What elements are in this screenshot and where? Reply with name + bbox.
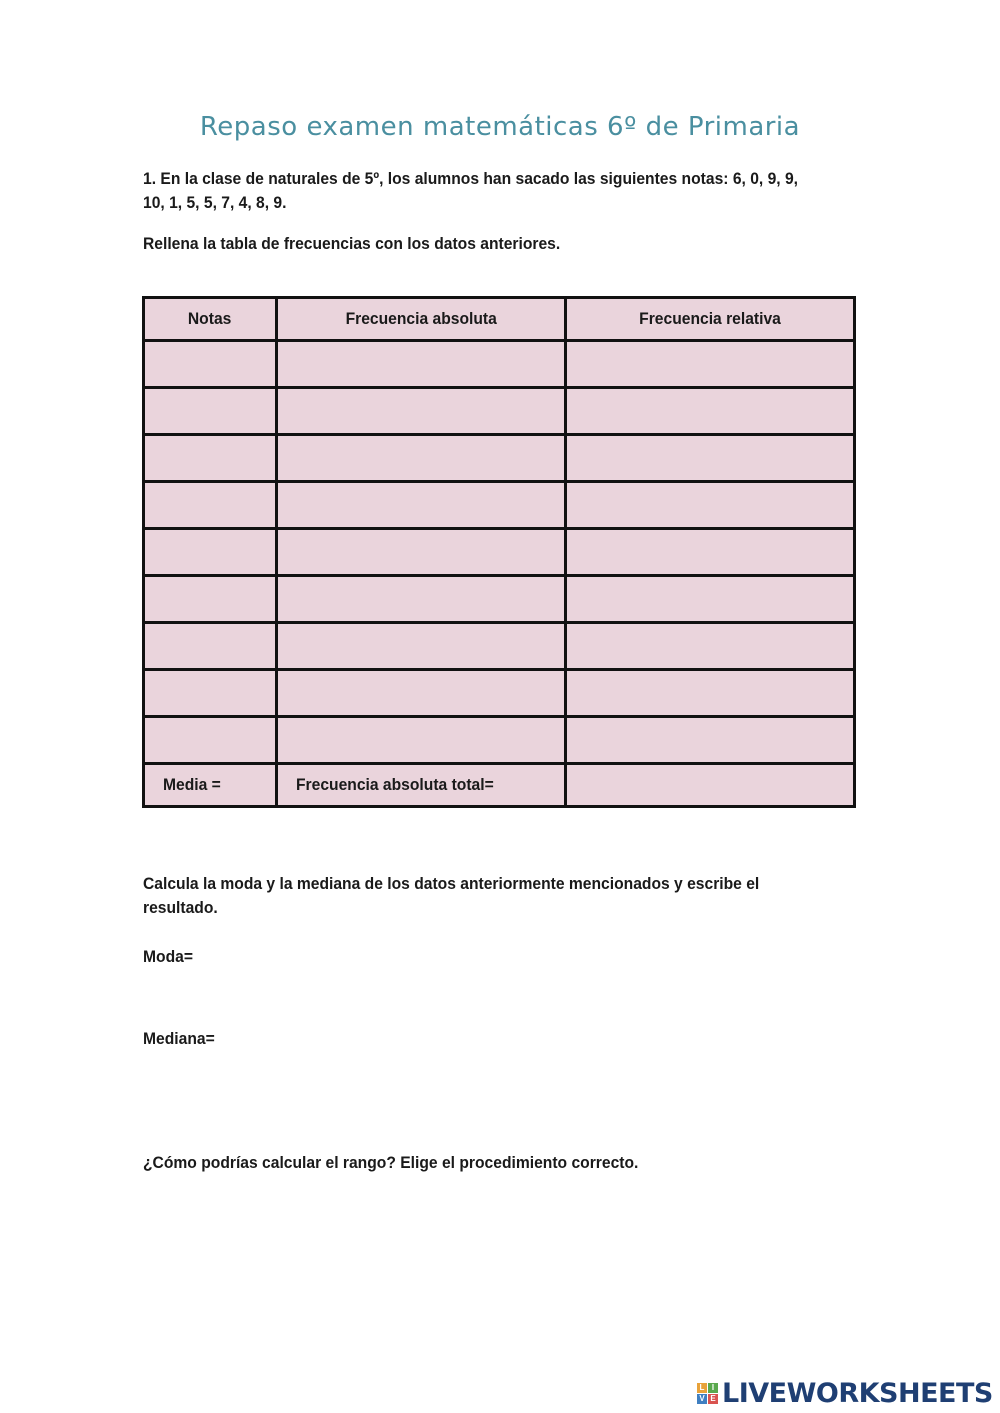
table-body [144,341,855,807]
frecuencia-absoluta-input[interactable] [276,623,565,670]
frecuencia-absoluta-input[interactable] [276,388,565,435]
table-header-row [144,298,855,341]
nota-input[interactable] [144,388,277,435]
header-frecuencia-relativa: Frecuencia relativa [565,298,854,341]
mediana-label: Mediana= [143,1029,215,1048]
frecuencia-relativa-input[interactable] [565,623,854,670]
frecuencia-absoluta-input[interactable] [276,529,565,576]
nota-input[interactable] [144,670,277,717]
table-row [144,529,855,576]
table-row [144,341,855,388]
nota-input[interactable] [144,717,277,764]
table-row [144,482,855,529]
calc-instruction-line-2: resultado. [143,898,218,917]
logo-letter-e: E [708,1394,718,1404]
frecuencia-relativa-input[interactable] [565,717,854,764]
frecuencia-absoluta-input[interactable] [276,717,565,764]
liveworksheets-icon [697,1383,718,1404]
nota-input[interactable] [144,576,277,623]
logo-letter-v: V [697,1394,707,1404]
calc-instruction-line-1: Calcula la moda y la mediana de los datos anteriormente mencionados y escribe el [143,874,760,893]
frecuencia-relativa-input[interactable] [565,482,854,529]
frequency-table [142,296,856,808]
table-row [144,576,855,623]
moda-label: Moda= [143,947,193,966]
rango-question: ¿Cómo podrías calcular el rango? Elige el procedimiento correcto. [143,1153,639,1172]
logo-letter-i: I [708,1383,718,1393]
frecuencia-relativa-input[interactable] [565,388,854,435]
nota-input[interactable] [144,623,277,670]
frecuencia-absoluta-total-label: Frecuencia absoluta total= [295,775,494,794]
page-title: Repaso examen matemáticas 6º de Primaria [199,112,801,142]
question-1 [143,167,842,215]
frecuencia-absoluta-total-cell[interactable] [276,764,565,807]
calc-instruction [143,872,842,920]
media-cell[interactable] [144,764,277,807]
frecuencia-relativa-input[interactable] [565,576,854,623]
frecuencia-absoluta-input[interactable] [276,576,565,623]
logo-letter-l: L [697,1383,707,1393]
header-notas: Notas [144,298,277,341]
frecuencia-relativa-input[interactable] [565,435,854,482]
frecuencia-absoluta-input[interactable] [276,435,565,482]
question-1-line-2: 10, 1, 5, 5, 7, 4, 8, 9. [143,193,287,212]
nota-input[interactable] [144,482,277,529]
frecuencia-relativa-total-input[interactable] [565,764,854,807]
table-row [144,388,855,435]
nota-input[interactable] [144,529,277,576]
table-instruction: Rellena la tabla de frecuencias con los datos anteriores. [143,234,561,253]
table-row [144,717,855,764]
frecuencia-absoluta-input[interactable] [276,482,565,529]
table-row [144,623,855,670]
frecuencia-absoluta-input[interactable] [276,341,565,388]
frecuencia-absoluta-input[interactable] [276,670,565,717]
header-frecuencia-absoluta: Frecuencia absoluta [276,298,565,341]
liveworksheets-wordmark: LIVEWORKSHEETS [722,1377,993,1409]
nota-input[interactable] [144,341,277,388]
nota-input[interactable] [144,435,277,482]
question-1-line-1: 1. En la clase de naturales de 5º, los alumnos han sacado las siguientes notas: 6, 0, 9, 9, [143,169,799,188]
frecuencia-relativa-input[interactable] [565,529,854,576]
table-total-row [144,764,855,807]
table-row [144,435,855,482]
media-label: Media = [163,775,221,794]
table-row [144,670,855,717]
frecuencia-relativa-input[interactable] [565,670,854,717]
frecuencia-relativa-input[interactable] [565,341,854,388]
liveworksheets-logo [697,1378,993,1408]
